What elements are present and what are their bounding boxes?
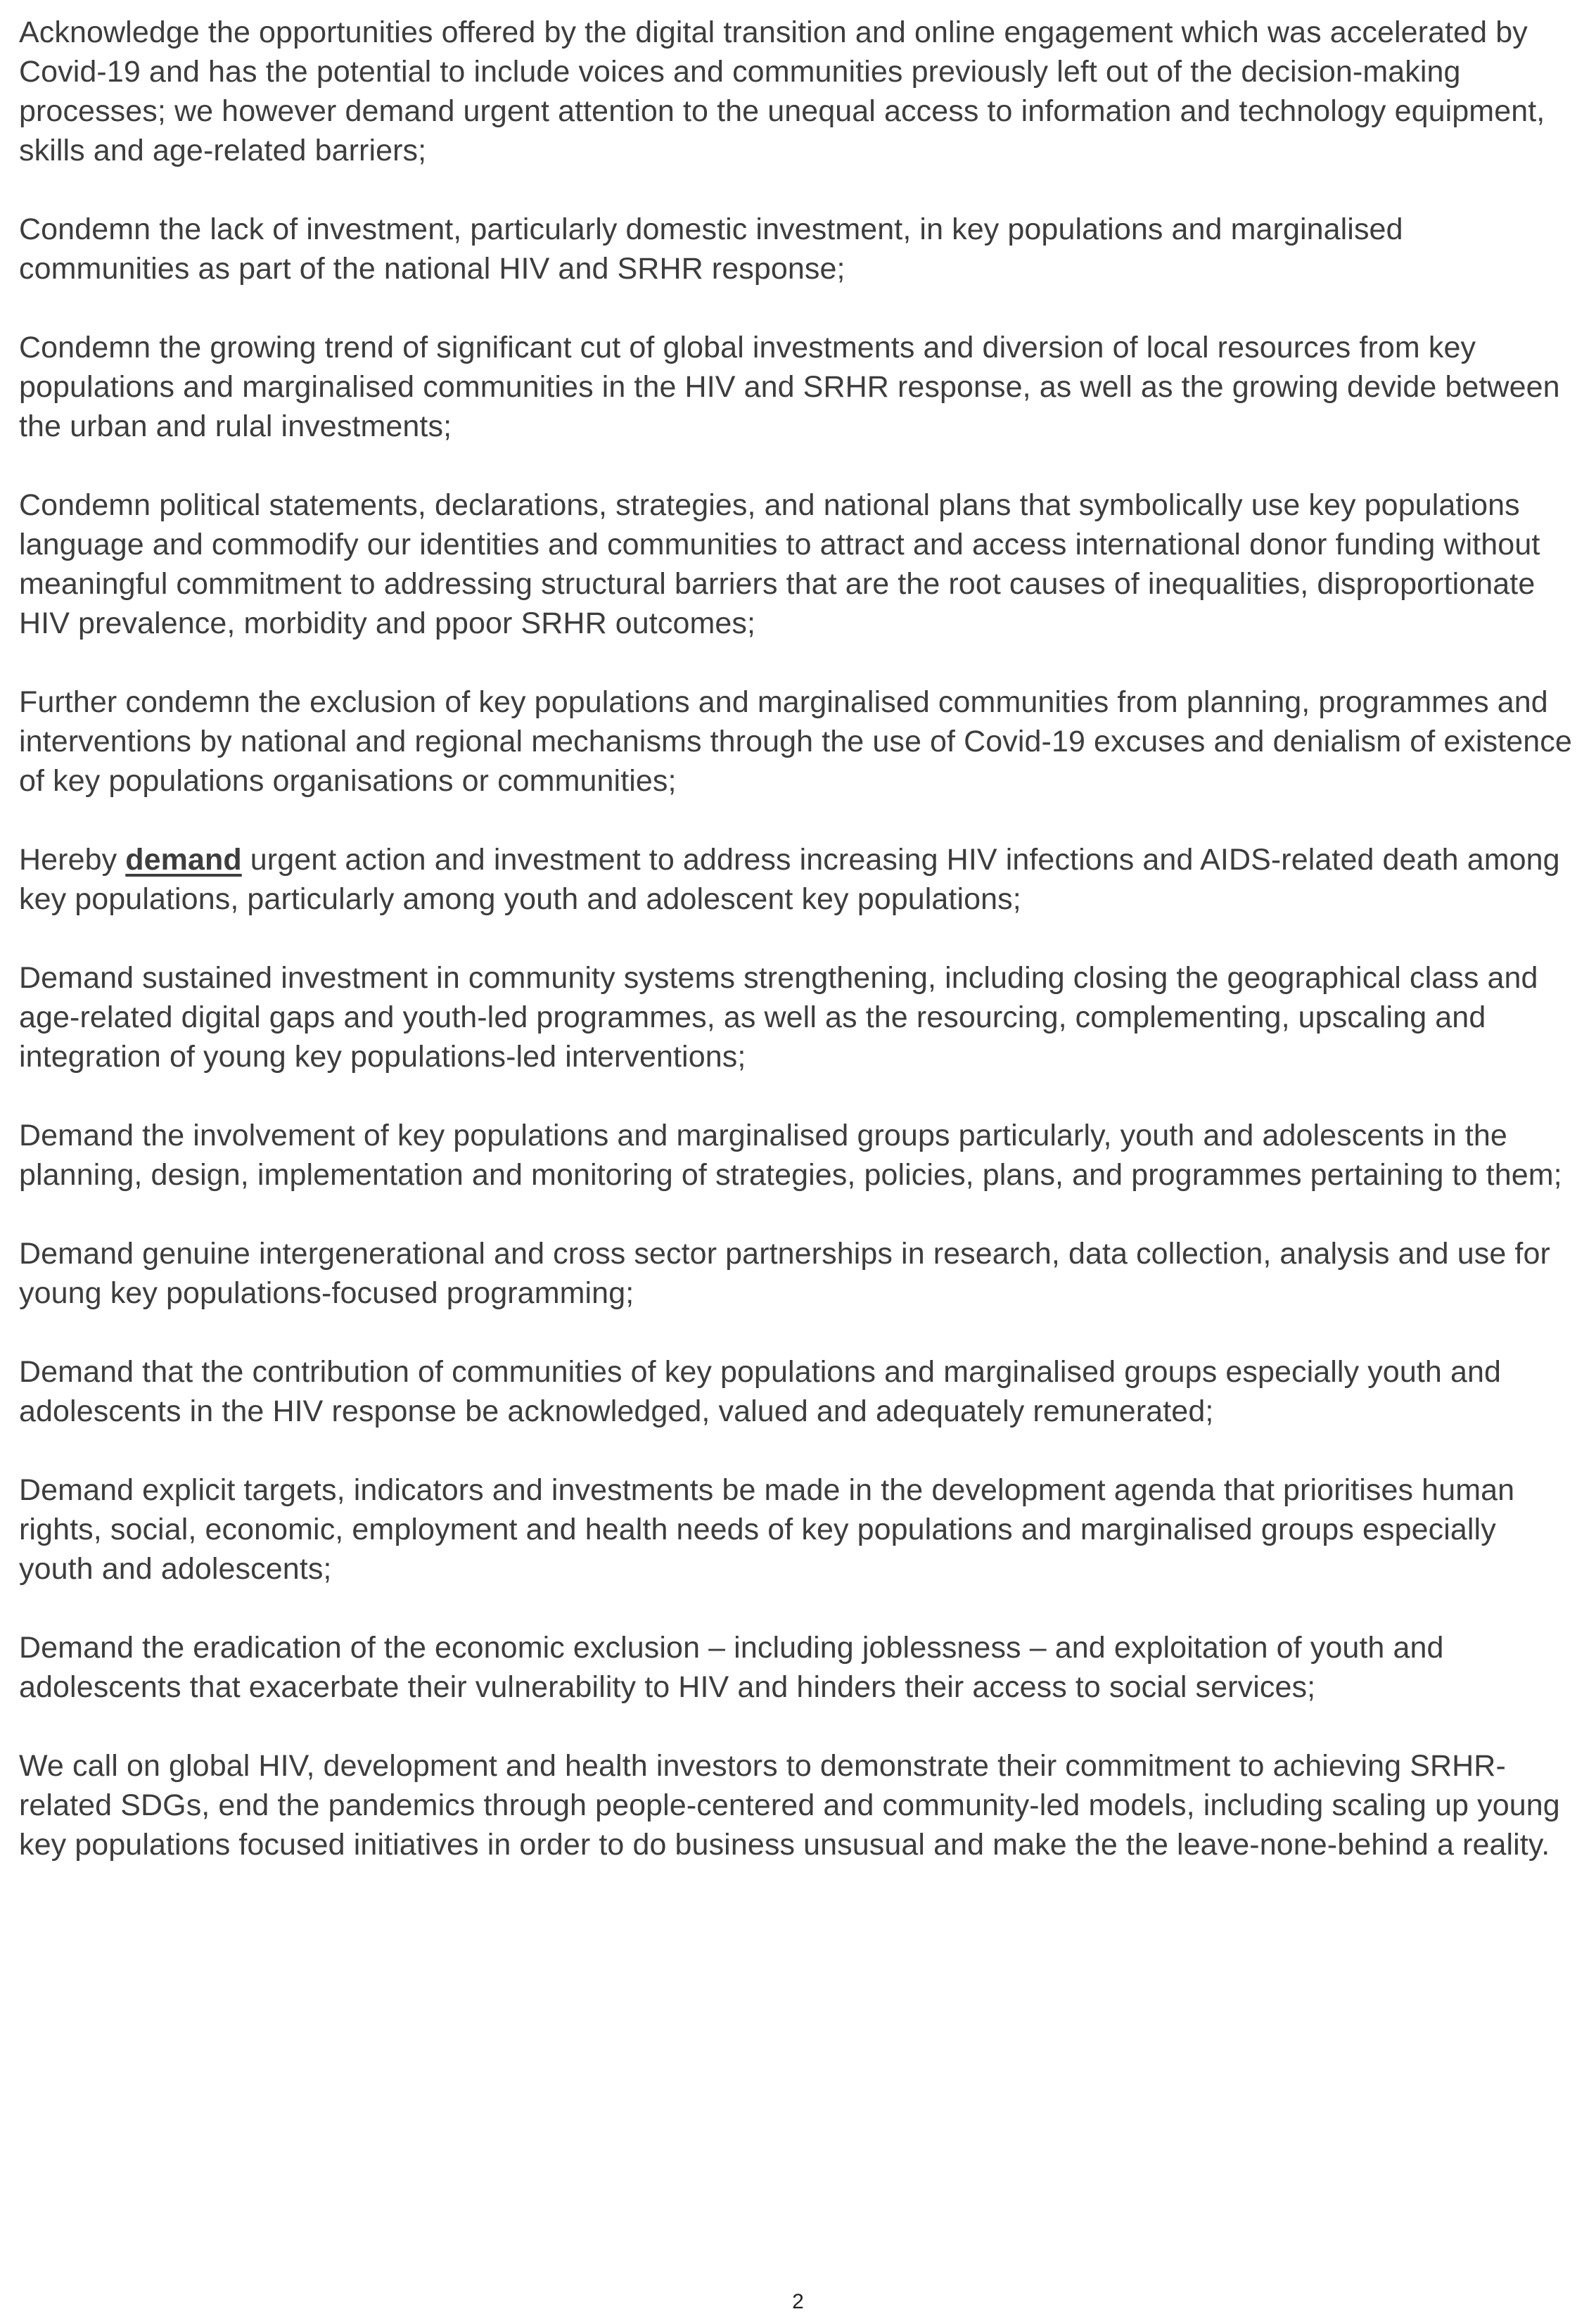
paragraph-demand-involvement: Demand the involvement of key populations and marginalised groups particularly, youth and adolescents in the planning, design, implementation and monitoring of strategies, policies, plans, and programmes pertaining to them; bbox=[19, 1119, 1562, 1192]
paragraph-condemn-statements: Condemn political statements, declarations, strategies, and national plans that symbolically use key populations language and commodify our identities and communities to attract and access international donor funding without meaningful commitment to addressing structural barriers that are the root causes of inequalities, disproportionate HIV prevalence, morbidity and ppoor SRHR outcomes; bbox=[19, 488, 1540, 640]
paragraph-demand-contribution: Demand that the contribution of communities of key populations and marginalised groups especially youth and adolescents in the HIV response be acknowledged, valued and adequately remunerated; bbox=[19, 1355, 1501, 1428]
paragraph-demand-eradication: Demand the eradication of the economic exclusion – including joblessness – and exploitation of youth and adolescents that exacerbate their vulnerability to HIV and hinders their access to social services; bbox=[19, 1631, 1444, 1704]
paragraph-condemn-investment: Condemn the lack of investment, particularly domestic investment, in key populations and marginalised communities as part of the national HIV and SRHR response; bbox=[19, 212, 1403, 286]
paragraph-demand-targets: Demand explicit targets, indicators and investments be made in the development agenda that prioritises human rights, social, economic, employment and health needs of key populations and marginalised groups especially youth and adolescents; bbox=[19, 1473, 1515, 1586]
paragraph-lead-text: Hereby bbox=[19, 843, 126, 877]
paragraph-hereby-demand bbox=[19, 840, 1577, 919]
paragraph-condemn-exclusion: Further condemn the exclusion of key populations and marginalised communities from planning, programmes and interventions by national and regional mechanisms through the use of Covid-19 excuses and denialism of existence of key populations organisations or communities; bbox=[19, 685, 1572, 798]
paragraph-demand-community-systems: Demand sustained investment in community systems strengthening, including closing the geographical class and age-related digital gaps and youth-led programmes, as well as the resourcing, complementing, upscaling and integration of young key populations-led interventions; bbox=[19, 961, 1538, 1074]
paragraph-demand-partnerships: Demand genuine intergenerational and cross sector partnerships in research, data collection, analysis and use for young key populations-focused programming; bbox=[19, 1237, 1550, 1310]
page-number: 2 bbox=[792, 2290, 804, 2313]
paragraph-condemn-cuts: Condemn the growing trend of significant cut of global investments and diversion of local resources from key populations and marginalised communities in the HIV and SRHR response, as well as the growing devide between the urban and rulal investments; bbox=[19, 331, 1560, 443]
paragraph-body-text: urgent action and investment to address increasing HIV infections and AIDS-related death among key populations, particularly among youth and adolescent key populations; bbox=[19, 843, 1560, 916]
paragraph-call-on-investors: We call on global HIV, development and health investors to demonstrate their commitment to achieving SRHR-related SDGs, end the pandemics through people-centered and community-led models, including scaling up young key populations focused initiatives in order to do business unsusual and make the the leave-none-behind a reality. bbox=[19, 1749, 1560, 1862]
document-body bbox=[19, 13, 1577, 1904]
paragraph-acknowledge: Acknowledge the opportunities offered by the digital transition and online engagement which was accelerated by Covid-19 and has the potential to include voices and communities previously left out of the decision-making processes; we however demand urgent attention to the unequal access to information and technology equipment, skills and age-related barriers; bbox=[19, 15, 1545, 167]
demand-emphasis: demand bbox=[125, 843, 242, 877]
